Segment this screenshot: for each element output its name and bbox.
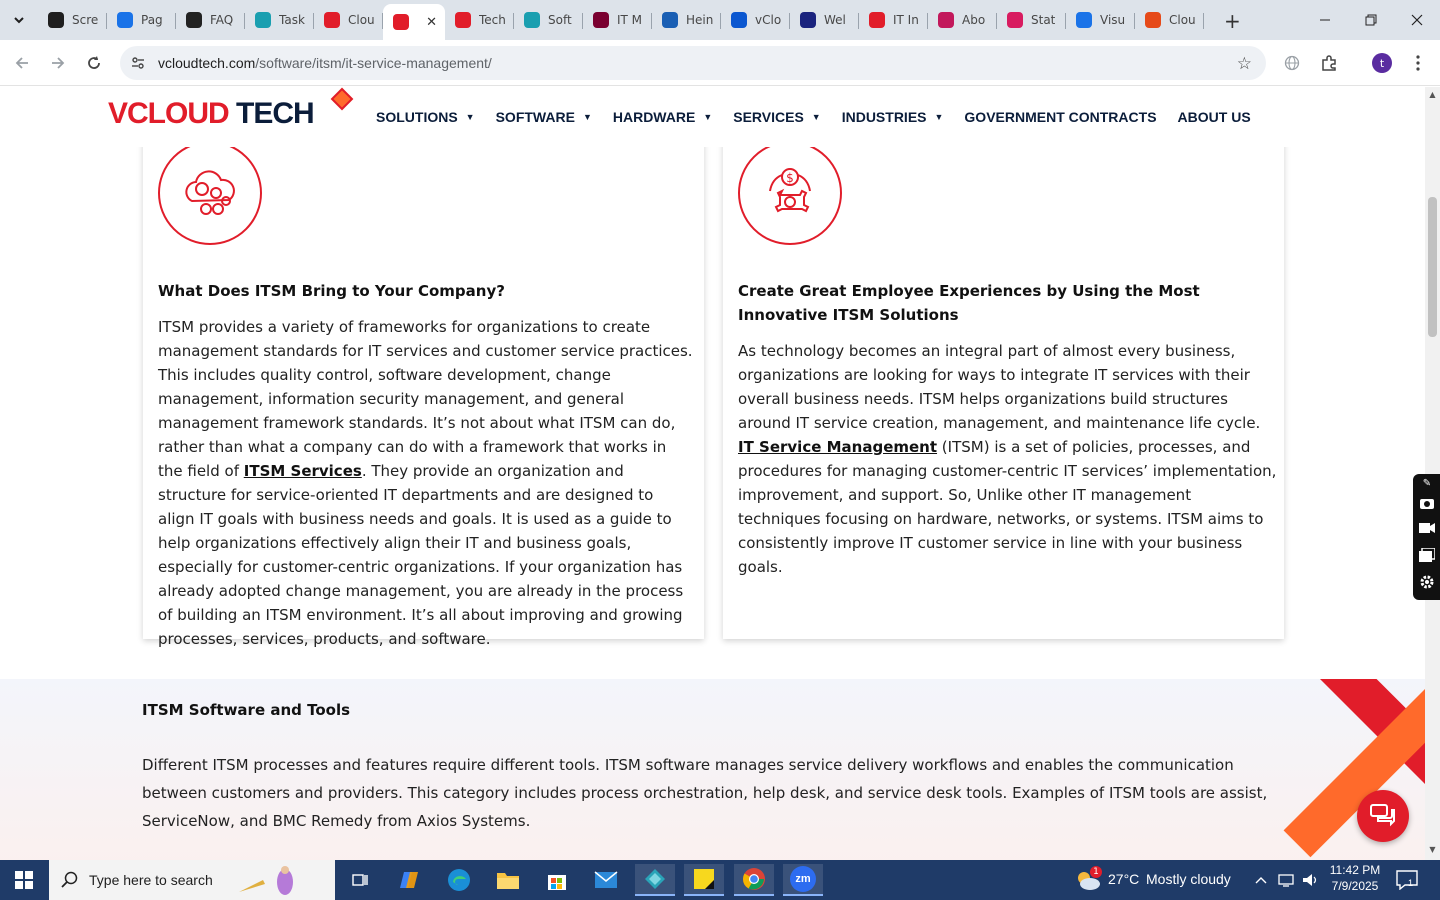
notification-count: 1 bbox=[1408, 878, 1414, 888]
task-view-icon bbox=[351, 872, 369, 888]
favicon-icon bbox=[731, 12, 747, 28]
browser-tabstrip bbox=[0, 0, 1440, 40]
chat-button[interactable] bbox=[1357, 790, 1409, 842]
store-bag-icon bbox=[546, 869, 568, 891]
profile-avatar[interactable]: t bbox=[1372, 53, 1392, 73]
tab-title: Pag bbox=[141, 13, 163, 27]
reload-icon bbox=[86, 55, 102, 71]
forward-button[interactable] bbox=[46, 51, 70, 75]
nav-item-industries[interactable] bbox=[842, 109, 944, 125]
globe-icon bbox=[1284, 55, 1300, 71]
store-app[interactable] bbox=[537, 864, 577, 896]
itsm-services-link[interactable]: ITSM Services bbox=[243, 462, 362, 480]
translate-icon[interactable] bbox=[1281, 52, 1303, 74]
favicon-icon bbox=[455, 12, 471, 28]
camera-shape bbox=[1419, 496, 1435, 510]
settings-gear-icon[interactable] bbox=[1418, 574, 1436, 590]
site-logo[interactable] bbox=[108, 97, 314, 131]
favicon-icon bbox=[593, 12, 609, 28]
copilot-app[interactable] bbox=[390, 864, 430, 896]
page-viewport bbox=[0, 87, 1425, 860]
notification-icon bbox=[1396, 870, 1418, 890]
tab[interactable] bbox=[790, 4, 859, 36]
it-service-management-link[interactable]: IT Service Management bbox=[738, 438, 938, 456]
tab[interactable] bbox=[721, 4, 790, 36]
chevron-up-icon bbox=[1254, 873, 1268, 887]
tab-title: FAQ bbox=[210, 13, 234, 27]
tab-title: Wel bbox=[824, 13, 846, 27]
tab-title: Tech bbox=[479, 13, 506, 27]
search-placeholder: Type here to search bbox=[89, 872, 213, 888]
nav-item-label: SERVICES bbox=[733, 109, 804, 125]
nav-item-label: GOVERNMENT CONTRACTS bbox=[964, 109, 1157, 125]
clock[interactable] bbox=[1322, 860, 1388, 900]
tab[interactable] bbox=[514, 4, 583, 36]
scroll-thumb[interactable] bbox=[1428, 197, 1437, 337]
clock-time: 11:42 PM bbox=[1329, 863, 1381, 877]
weather-desc: Mostly cloudy bbox=[1146, 871, 1231, 887]
browser-menu-button[interactable] bbox=[1407, 52, 1429, 74]
nav-item-label: SOFTWARE bbox=[495, 109, 575, 125]
svg-text:$: $ bbox=[786, 171, 794, 185]
tab-title: Abo bbox=[962, 13, 986, 27]
tab[interactable] bbox=[1135, 4, 1204, 36]
scroll-down-arrow[interactable]: ▼ bbox=[1429, 845, 1436, 854]
pen-icon[interactable]: ✎ bbox=[1422, 478, 1432, 489]
nav-item-label: SOLUTIONS bbox=[376, 109, 458, 125]
windows-taskbar bbox=[0, 860, 1440, 900]
restore-icon bbox=[1365, 14, 1377, 26]
close-window-button[interactable] bbox=[1394, 0, 1440, 40]
camera-icon[interactable] bbox=[1418, 496, 1436, 512]
close-icon bbox=[1411, 14, 1423, 26]
chrome-app[interactable] bbox=[734, 864, 774, 896]
favicon-icon bbox=[186, 12, 202, 28]
puzzle-icon bbox=[1320, 54, 1338, 72]
tray-overflow-button[interactable] bbox=[1254, 872, 1268, 891]
scroll-up-arrow[interactable]: ▲ bbox=[1429, 90, 1436, 99]
tab[interactable] bbox=[314, 4, 383, 36]
extensions-button[interactable] bbox=[1318, 52, 1340, 74]
start-button[interactable] bbox=[0, 860, 48, 900]
favicon-icon bbox=[324, 12, 340, 28]
section-body: Different ITSM processes and features require different tools. ITSM software manages service delivery workflows and enables the communication between customers and providers. This category includes process orchestration, help desk, and service desk tools. Examples of ITSM tools are assist, ServiceNow, and BMC Remedy from Axios Systems. bbox=[142, 756, 1268, 830]
minimize-icon bbox=[1319, 14, 1331, 26]
card-body bbox=[158, 315, 693, 651]
chrome-icon bbox=[742, 867, 766, 891]
favicon-icon bbox=[393, 14, 409, 30]
back-button[interactable] bbox=[10, 51, 34, 75]
tab[interactable] bbox=[652, 4, 721, 36]
site-info-icon[interactable] bbox=[130, 55, 146, 71]
favicon-icon bbox=[1007, 12, 1023, 28]
edge-app[interactable] bbox=[439, 864, 479, 896]
zoom-icon: zm bbox=[790, 866, 816, 892]
tab[interactable] bbox=[107, 4, 176, 36]
tab[interactable] bbox=[445, 4, 514, 36]
search-icon bbox=[61, 871, 79, 889]
tab[interactable] bbox=[997, 4, 1066, 36]
app-diamond[interactable] bbox=[635, 864, 675, 896]
minimize-button[interactable] bbox=[1302, 0, 1348, 40]
mail-app[interactable] bbox=[586, 864, 626, 896]
dollar-gear-icon bbox=[758, 161, 822, 225]
favicon-icon bbox=[48, 12, 64, 28]
tab-title: IT In bbox=[893, 13, 919, 27]
close-tab-button[interactable]: ✕ bbox=[426, 14, 437, 30]
tab-title: Scre bbox=[72, 13, 99, 27]
video-icon[interactable] bbox=[1418, 522, 1436, 538]
caret-down-icon: ▼ bbox=[582, 112, 592, 122]
chevron-down-icon bbox=[13, 14, 25, 26]
nav-item-about-us[interactable] bbox=[1178, 109, 1251, 125]
nav-item-software[interactable] bbox=[496, 109, 592, 125]
card-text: As technology becomes an integral part of almost every business, organizations are looking for ways to integrate IT services with their overall business needs. ITSM helps organizations build structures around IT service creation, management, and maintenance life cycle. bbox=[738, 342, 1261, 432]
tab[interactable] bbox=[176, 4, 245, 36]
volume-icon[interactable] bbox=[1302, 872, 1320, 892]
card-itsm-benefits bbox=[143, 127, 704, 648]
logo-diamond-mark bbox=[331, 88, 354, 111]
diamond-app-icon bbox=[644, 868, 666, 890]
tab-list bbox=[38, 4, 1204, 36]
tab-title: IT M bbox=[617, 13, 643, 27]
money-gear-icon bbox=[738, 141, 842, 245]
nav-item-label: ABOUT US bbox=[1177, 109, 1251, 125]
zoom-app[interactable] bbox=[783, 864, 823, 896]
tab-title: Task bbox=[279, 13, 305, 27]
cloud-gears-icon bbox=[178, 161, 242, 225]
window-shape bbox=[1419, 548, 1435, 562]
card-text: . They provide an organization and structure for service-oriented IT departments and are designed to align IT goals with business needs and goals. It is used as a guide to help organizations effectively align their IT and business goals, especially for customer-centric organizations. If your organization has already adopted change management, you are already in the process of building an ITSM environment. It’s all about improving and growing processes, services, products, and software. bbox=[158, 462, 684, 648]
clock-date: 7/9/2025 bbox=[1331, 879, 1379, 893]
address-bar[interactable] bbox=[120, 46, 1266, 80]
card-employee-experience bbox=[723, 127, 1284, 639]
tab-title: Soft bbox=[548, 13, 572, 27]
file-explorer-app[interactable] bbox=[488, 864, 528, 896]
browser-toolbar bbox=[0, 40, 1440, 86]
bookmark-star-icon[interactable]: ☆ bbox=[1236, 54, 1252, 74]
sticky-notes-app[interactable] bbox=[684, 864, 724, 896]
nav-item-services[interactable] bbox=[733, 109, 820, 125]
tab[interactable] bbox=[1066, 4, 1135, 36]
sticky-note-icon bbox=[693, 868, 715, 890]
weather-temp: 27°C bbox=[1108, 871, 1140, 887]
network-icon[interactable] bbox=[1278, 872, 1296, 892]
main-navigation bbox=[376, 109, 1272, 125]
tab[interactable] bbox=[583, 4, 652, 36]
favicon-icon bbox=[1076, 12, 1092, 28]
section-title: ITSM Software and Tools bbox=[142, 701, 351, 719]
favicon-icon bbox=[869, 12, 885, 28]
tab[interactable] bbox=[38, 4, 107, 36]
caret-down-icon: ▼ bbox=[703, 112, 713, 122]
tab-title: Stat bbox=[1031, 13, 1056, 27]
window-capture-icon[interactable] bbox=[1418, 548, 1436, 564]
favicon-icon bbox=[800, 12, 816, 28]
speaker-shape bbox=[1302, 872, 1320, 888]
logo-tech: TECH bbox=[236, 97, 314, 130]
tab-title: Clou bbox=[348, 13, 375, 27]
search-highlight-illustration-icon bbox=[233, 862, 303, 898]
tab[interactable] bbox=[245, 4, 314, 36]
screen-capture-toolbar bbox=[1413, 474, 1440, 600]
card-text: ITSM provides a variety of frameworks for organizations to create management standards for IT services and customer service practices. This includes quality control, software development, change management, information security management, and general management framework standards. It’s not about what ITSM can do, rather than what a company can do with a framework that works in the field of bbox=[158, 318, 693, 480]
forward-arrow-icon bbox=[50, 55, 66, 71]
tab-title: vClo bbox=[755, 13, 782, 27]
gears-coins-icon bbox=[158, 141, 262, 245]
logo-cloud: CLOUD bbox=[127, 97, 229, 130]
card-body bbox=[738, 339, 1278, 579]
tab-title: Visu bbox=[1100, 13, 1126, 27]
card-title: What Does ITSM Bring to Your Company? bbox=[158, 282, 505, 300]
site-header bbox=[0, 87, 1425, 147]
copilot-icon bbox=[398, 868, 422, 892]
tab[interactable] bbox=[859, 4, 928, 36]
nav-item-label: INDUSTRIES bbox=[841, 109, 927, 125]
nav-item-hardware[interactable] bbox=[613, 109, 712, 125]
taskbar-search[interactable] bbox=[49, 860, 335, 900]
video-shape bbox=[1419, 522, 1435, 534]
card-title: Create Great Employee Experiences by Using the Most Innovative ITSM Solutions bbox=[738, 282, 1200, 324]
favicon-icon bbox=[117, 12, 133, 28]
tab-title: Clou bbox=[1169, 13, 1196, 27]
favicon-icon bbox=[524, 12, 540, 28]
url-domain: vcloudtech.com bbox=[158, 55, 256, 71]
weather-badge: 1 bbox=[1090, 866, 1102, 878]
favicon-icon bbox=[938, 12, 954, 28]
card-text: (ITSM) is a set of policies, processes, and procedures for managing customer-centric IT services’ implementation, improvement, and support. So, Unlike other IT management techniques focusing on hardware, networks, or systems. ITSM aims to consistently improve IT customer service in line with your business goals. bbox=[738, 438, 1277, 576]
logo-v: V bbox=[108, 97, 128, 130]
reload-button[interactable] bbox=[82, 51, 106, 75]
url-path: /software/itsm/it-service-management/ bbox=[255, 55, 492, 71]
url-text bbox=[158, 55, 492, 71]
nav-item-solutions[interactable] bbox=[376, 109, 475, 125]
back-arrow-icon bbox=[14, 55, 30, 71]
mail-icon bbox=[594, 871, 618, 889]
tab-search-button[interactable] bbox=[6, 7, 32, 33]
weather-widget[interactable] bbox=[1074, 860, 1244, 900]
itsm-tools-section bbox=[0, 679, 1425, 860]
favicon-icon bbox=[662, 12, 678, 28]
new-tab-button[interactable]: + bbox=[1224, 9, 1241, 33]
favicon-icon bbox=[1145, 12, 1161, 28]
nav-item-label: HARDWARE bbox=[612, 109, 696, 125]
task-view-button[interactable] bbox=[340, 864, 380, 896]
network-shape bbox=[1278, 872, 1296, 888]
caret-down-icon: ▼ bbox=[811, 112, 821, 122]
edge-icon bbox=[447, 868, 471, 892]
chat-bubbles-icon bbox=[1370, 804, 1396, 828]
notification-center-button[interactable] bbox=[1396, 870, 1418, 894]
windows-logo-icon bbox=[15, 871, 33, 889]
favicon-icon bbox=[255, 12, 271, 28]
nav-item-government-contracts[interactable] bbox=[964, 109, 1156, 125]
tab-active[interactable] bbox=[383, 4, 445, 40]
tab[interactable] bbox=[928, 4, 997, 36]
restore-button[interactable] bbox=[1348, 0, 1394, 40]
folder-icon bbox=[496, 870, 520, 890]
gear-shape bbox=[1419, 574, 1435, 590]
caret-down-icon: ▼ bbox=[465, 112, 475, 122]
kebab-menu-icon bbox=[1416, 55, 1420, 71]
caret-down-icon: ▼ bbox=[934, 112, 944, 122]
tab-title: Hein bbox=[686, 13, 714, 27]
